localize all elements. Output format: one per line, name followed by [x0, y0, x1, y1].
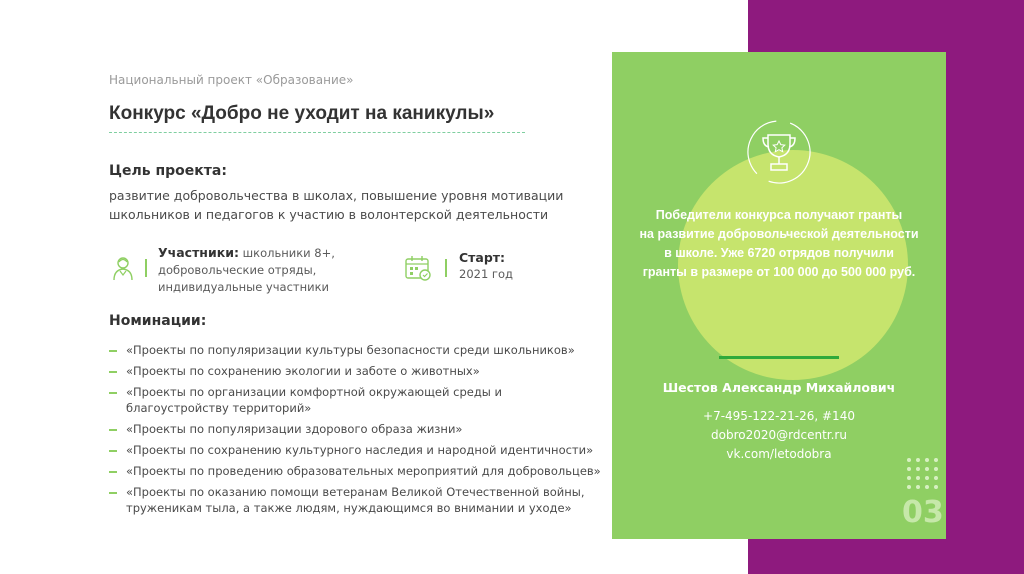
list-item-text: «Проекты по сохранению культурного наследия и народной идентичности» [126, 443, 594, 457]
list-item-text: «Проекты по популяризации культуры безопасности среди школьников» [126, 343, 575, 357]
participants-line1: школьники 8+, [238, 246, 335, 260]
participants-line2: добровольческие отряды, [158, 263, 317, 277]
dash-bullet [109, 392, 117, 394]
page-number: 03 [902, 495, 944, 530]
dash-bullet [109, 350, 117, 352]
list-item-text: «Проекты по организации комфортной окружающей среды и благоустройству территорий» [126, 385, 502, 415]
prize-line: гранты в размере от 100 000 до 500 000 руб. [642, 265, 916, 279]
list-item-text: «Проекты по сохранению экологии и заботе о животных» [126, 364, 480, 378]
list-item [109, 384, 506, 416]
participants-label: Участники: [158, 245, 239, 260]
contact-email[interactable]: dobro2020@rdcentr.ru [711, 428, 847, 442]
list-item [109, 442, 609, 458]
list-item-text: «Проекты по оказанию помощи ветеранам Великой Отечественной войны, труженикам тыла, а также людям, нуждающимся во внимании и уходе» [126, 485, 585, 515]
trophy-icon [739, 112, 819, 192]
prize-text [612, 206, 946, 282]
start-text [459, 249, 513, 283]
participants-block [109, 244, 369, 294]
dash-bullet [109, 450, 117, 452]
goal-text: развитие добровольчества в школах, повышение уровня мотивации школьников и педагогов к участию в волонтерской деятельности [109, 188, 564, 222]
list-item [109, 342, 609, 358]
list-item [109, 363, 609, 379]
project-label: Национальный проект «Образование» [109, 73, 354, 87]
nominations-list [109, 342, 609, 521]
prize-line: Победители конкурса получают гранты [655, 208, 903, 222]
contact-phone: +7-495-122-21-26, #140 [703, 409, 855, 423]
card-divider [719, 356, 839, 359]
title-underline [109, 132, 525, 133]
dash-bullet [109, 471, 117, 473]
nominations-heading: Номинации: [109, 313, 207, 329]
page-title: Конкурс «Добро не уходит на каникулы» [109, 103, 495, 124]
participants-divider [145, 259, 147, 277]
calendar-icon [404, 254, 432, 282]
start-block [404, 249, 564, 289]
list-item [109, 463, 609, 479]
list-item-text: «Проекты по проведению образовательных мероприятий для добровольцев» [126, 464, 601, 478]
info-card [612, 52, 946, 539]
prize-line: в школе. Уже 6720 отрядов получили [664, 246, 894, 260]
person-icon [109, 254, 137, 282]
dash-bullet [109, 429, 117, 431]
contact-social[interactable]: vk.com/letodobra [726, 447, 832, 461]
start-value: 2021 год [459, 267, 513, 281]
goal-heading: Цель проекта: [109, 163, 227, 179]
list-item [109, 421, 609, 437]
start-label: Старт: [459, 250, 506, 265]
dash-bullet [109, 492, 117, 494]
participants-text [158, 244, 378, 295]
list-item-text: «Проекты по популяризации здорового образа жизни» [126, 422, 463, 436]
participants-line3: индивидуальные участники [158, 280, 330, 294]
list-item [109, 484, 596, 516]
dots-pattern-icon [906, 457, 942, 493]
contact-name: Шестов Александр Михайлович [662, 380, 896, 395]
dash-bullet [109, 371, 117, 373]
prize-line: на развитие добровольческой деятельности [639, 227, 919, 241]
start-divider [445, 259, 447, 277]
